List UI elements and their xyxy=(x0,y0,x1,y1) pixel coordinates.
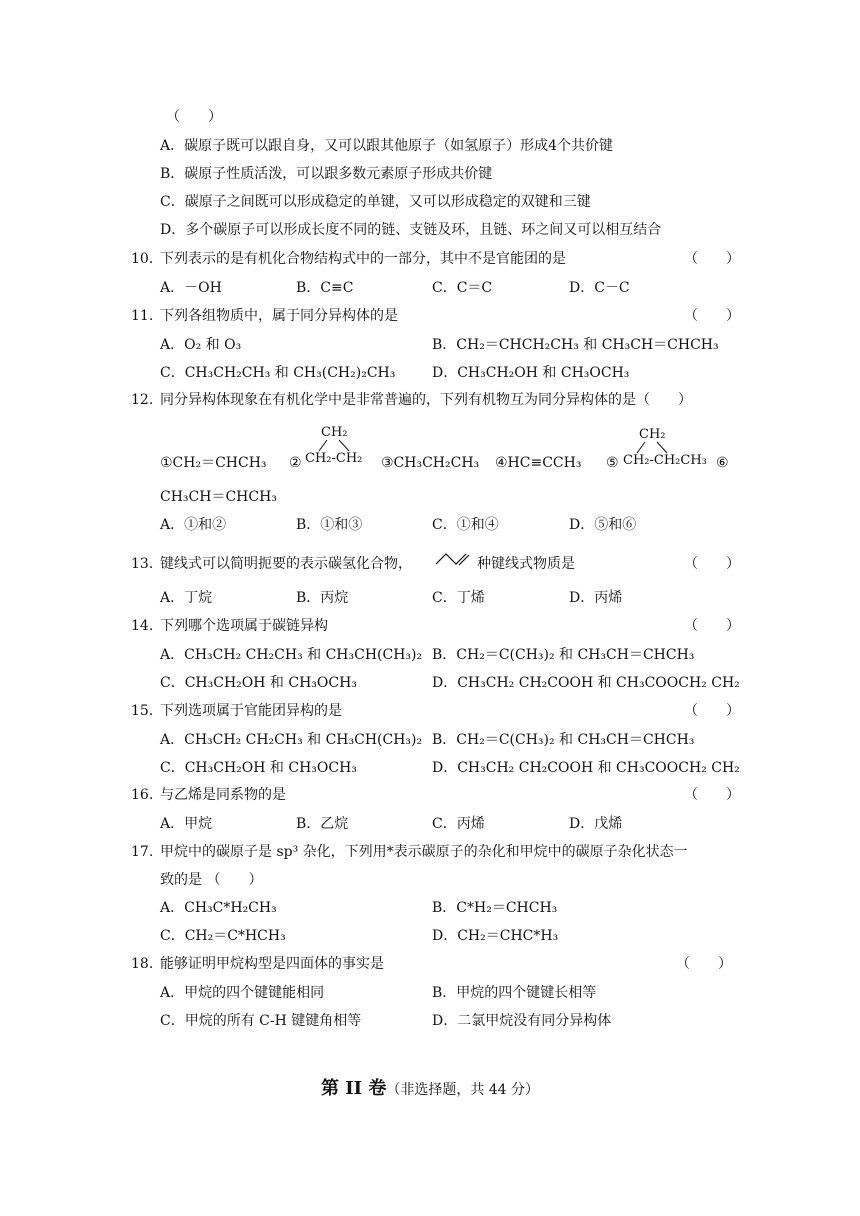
q16-number: 16. xyxy=(131,787,154,803)
q12-stem: 同分异构体现象在有机化学中是非常普遍的，下列有机物互为同分异构体的是（ ） xyxy=(160,392,692,408)
q13-stem-a: 键线式可以简明扼要的表示碳氢化合物， xyxy=(160,556,412,572)
q13-option-c: C．丁烯 xyxy=(432,590,485,606)
q11-option-d: D．CH₃CH₂OH 和 CH₃OCH₃ xyxy=(432,365,630,381)
q10-option-d: D．C－C xyxy=(569,280,630,296)
q12-item-1: ①CH₂＝CHCH₃ xyxy=(160,455,267,471)
q15-option-d: D．CH₃CH₂ CH₂COOH 和 CH₃COOCH₂ CH₂ xyxy=(432,760,740,776)
q15-stem: 下列选项属于官能团异构的是 xyxy=(160,703,342,719)
q15-answer-paren: （ ） xyxy=(684,703,740,719)
q16-answer-paren: （ ） xyxy=(684,787,740,803)
ring5-base-label: CH₂-CH₂CH₃ xyxy=(623,453,707,468)
q17-option-c: C．CH₂＝C*HCH₃ xyxy=(160,928,286,944)
ring-base-label: CH₂-CH₂ xyxy=(305,451,363,466)
q13-option-b: B．丙烷 xyxy=(296,590,349,606)
q14-answer-paren: （ ） xyxy=(684,618,740,634)
q15-number: 15. xyxy=(131,703,154,719)
section-2-note: （非选择题，共 44 分） xyxy=(386,1082,540,1098)
q18-option-c: C．甲烷的所有 C-H 键键角相等 xyxy=(160,1013,362,1029)
q12-option-b: B．①和③ xyxy=(296,517,363,533)
ring-top-label: CH₂ xyxy=(321,425,348,440)
q12-item-6: ⑥ xyxy=(716,455,729,471)
q14-option-d: D．CH₃CH₂ CH₂COOH 和 CH₃COOCH₂ CH₂ xyxy=(432,675,740,691)
q12-option-c: C．①和④ xyxy=(432,517,499,533)
ring-structure-5 xyxy=(623,426,711,472)
q17-stem-line2: 致的是 （ ） xyxy=(160,872,263,888)
q9-option-d: D．多个碳原子可以形成长度不同的链、支链及环，且链、环之间又可以相互结合 xyxy=(160,222,662,238)
q11-stem: 下列各组物质中，属于同分异构体的是 xyxy=(160,308,398,324)
q13-number: 13. xyxy=(131,556,154,572)
q15-option-b: B．CH₂＝C(CH₃)₂ 和 CH₃CH＝CHCH₃ xyxy=(432,732,695,748)
section-2-heading xyxy=(0,1074,860,1100)
q14-stem: 下列哪个选项属于碳链异构 xyxy=(160,618,328,634)
q18-stem: 能够证明甲烷构型是四面体的事实是 xyxy=(160,956,384,972)
q14-number: 14. xyxy=(131,618,154,634)
q17-option-b: B．C*H₂＝CHCH₃ xyxy=(432,900,558,916)
q11-option-c: C．CH₃CH₂CH₃ 和 CH₃(CH₂)₂CH₃ xyxy=(160,365,396,381)
q14-option-b: B．CH₂＝C(CH₃)₂ 和 CH₃CH＝CHCH₃ xyxy=(432,647,695,663)
ring5-top-label: CH₂ xyxy=(639,427,666,442)
q10-option-a: A．－OH xyxy=(160,280,222,296)
q18-answer-paren: （ ） xyxy=(676,956,732,972)
q17-stem-line1: 甲烷中的碳原子是 sp³ 杂化，下列用*表示碳原子的杂化和甲烷中的碳原子杂化状态一 xyxy=(160,844,688,860)
q13-option-d: D．丙烯 xyxy=(569,590,623,606)
section-2-title: 第 II 卷 xyxy=(320,1078,387,1099)
q10-number: 10. xyxy=(131,251,154,267)
q11-answer-paren: （ ） xyxy=(684,308,740,324)
q12-option-a: A．①和② xyxy=(160,517,227,533)
q18-number: 18. xyxy=(131,956,154,972)
q9-option-a: A．碳原子既可以跟自身，又可以跟其他原子（如氢原子）形成4个共价键 xyxy=(160,138,614,154)
q15-option-c: C．CH₃CH₂OH 和 CH₃OCH₃ xyxy=(160,760,357,776)
q16-option-d: D．戊烯 xyxy=(569,816,623,832)
q18-option-a: A．甲烷的四个键键能相同 xyxy=(160,985,325,1001)
q10-answer-paren: （ ） xyxy=(684,251,740,267)
q11-option-b: B．CH₂＝CHCH₂CH₃ 和 CH₃CH＝CHCH₃ xyxy=(432,337,719,353)
q16-option-c: C．丙烯 xyxy=(432,816,485,832)
top-paren: （ ） xyxy=(166,109,222,125)
q12-item-5: ⑤ xyxy=(606,455,619,471)
q13-answer-paren: （ ） xyxy=(684,556,740,572)
q9-option-b: B．碳原子性质活泼，可以跟多数元素原子形成共价键 xyxy=(160,166,493,182)
q12-item-6-formula: CH₃CH＝CHCH₃ xyxy=(160,489,277,505)
q11-option-a: A．O₂ 和 O₃ xyxy=(160,337,242,353)
q17-number: 17. xyxy=(131,844,154,860)
q15-option-a: A．CH₃CH₂ CH₂CH₃ 和 CH₃CH(CH₃)₂ xyxy=(160,732,423,748)
q12-item-3: ③CH₃CH₂CH₃ xyxy=(381,455,480,471)
q16-option-b: B．乙烷 xyxy=(296,816,349,832)
q10-option-c: C．C＝C xyxy=(432,280,493,296)
q12-item-4: ④HC≡CCH₃ xyxy=(495,455,582,471)
skeletal-formula-image xyxy=(434,549,476,569)
q10-stem: 下列表示的是有机化合物结构式中的一部分，其中不是官能团的是 xyxy=(160,251,566,267)
q12-option-d: D．⑤和⑥ xyxy=(569,517,637,533)
q14-option-a: A．CH₃CH₂ CH₂CH₃ 和 CH₃CH(CH₃)₂ xyxy=(160,647,423,663)
q9-option-c: C．碳原子之间既可以形成稳定的单键，又可以形成稳定的双键和三键 xyxy=(160,194,591,210)
q14-option-c: C．CH₃CH₂OH 和 CH₃OCH₃ xyxy=(160,675,357,691)
q17-option-d: D．CH₂＝CHC*H₃ xyxy=(432,928,559,944)
q18-option-b: B．甲烷的四个键键长相等 xyxy=(432,985,597,1001)
q11-number: 11. xyxy=(131,308,154,324)
q13-option-a: A．丁烷 xyxy=(160,590,213,606)
q16-option-a: A．甲烷 xyxy=(160,816,213,832)
q18-option-d: D．二氯甲烷没有同分异构体 xyxy=(432,1013,612,1029)
q10-option-b: B．C≡C xyxy=(296,280,354,296)
q17-option-a: A．CH₃C*H₂CH₃ xyxy=(160,900,277,916)
q13-stem-b: 种键线式物质是 xyxy=(477,556,575,572)
q16-stem: 与乙烯是同系物的是 xyxy=(160,787,286,803)
q12-number: 12. xyxy=(131,392,154,408)
cyclopropane-structure xyxy=(305,424,367,470)
q12-item-2: ② xyxy=(289,455,302,471)
